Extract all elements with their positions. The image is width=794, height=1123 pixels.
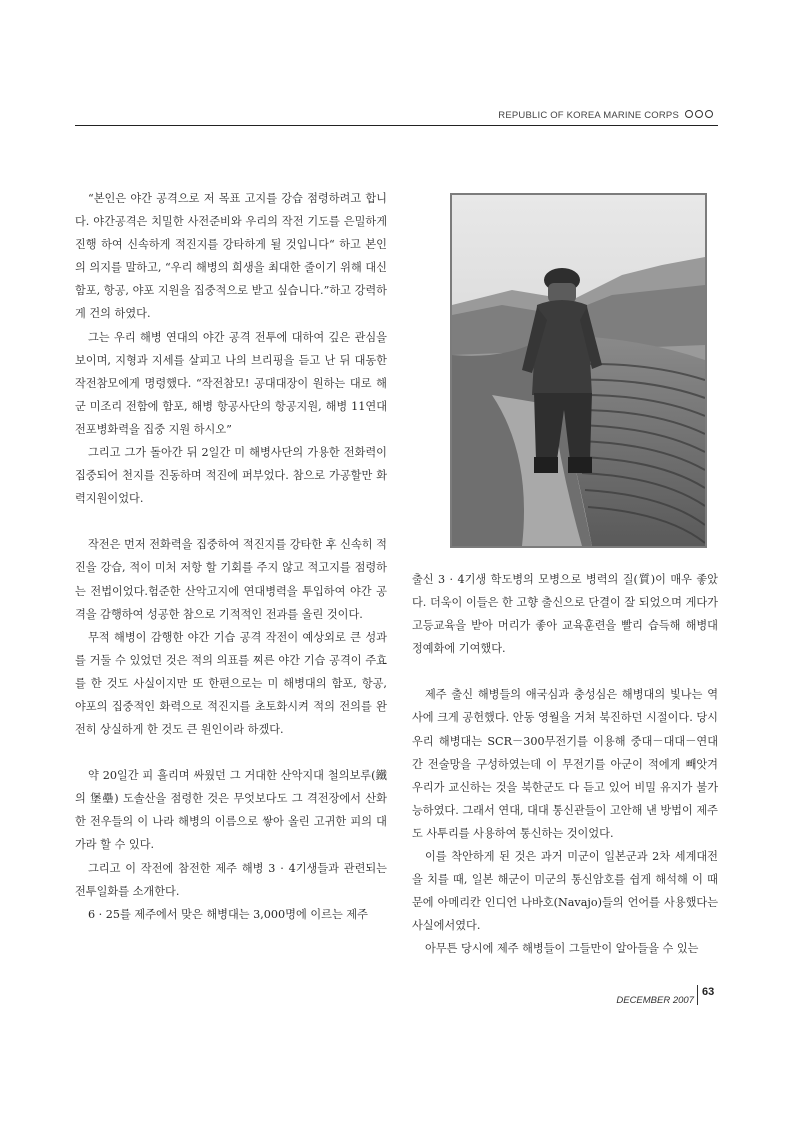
paragraph: 이를 착안하게 된 것은 과거 미군이 일본군과 2차 세계대전을 치를 때, 일본 해군이 미군의 통신암호를 쉽게 해석해 이 때문에 아메리칸 인디언 나바호(Navajo)들의 언어를 사용했다는 사실에서였다. <box>412 850 718 933</box>
paragraph: 그는 우리 해병 연대의 야간 공격 전투에 대하여 깊은 관심을 보이며, 지형과 지세를 살피고 나의 브리핑을 듣고 난 뒤 대동한 작전참모에게 명령했다. “작전참모! 공대대장이 원하는 대로 해군 미조리 전함에 함포, 해병 항공사단의 항공지원, 해병 11연대 전포병화력을 집중 지원 하시오” <box>75 330 387 436</box>
circle-icon <box>685 110 693 118</box>
paragraph: 제주 출신 해병들의 애국심과 충성심은 해병대의 빛나는 역사에 크게 공헌했다. 안동 영월을 거쳐 북진하던 시절이다. 당시 우리 해병대는 SCR－300무전기를 이용해 중대－대대－연대간 전술망을 구성하였는데 이 무전기를 아군이 적에게 빼앗겨 우리가 교신하는 것을 북한군도 다 듣고 있어 비밀 유지가 불가능하였다. 그래서 연대, 대대 통신관들이 고안해 낸 방법이 제주도 사투리를 사용하여 통신하는 것이었다. <box>412 688 718 840</box>
magazine-title: REPUBLIC OF KOREA MARINE CORPS <box>498 110 679 121</box>
soldier-photo <box>450 193 707 548</box>
paragraph: 약 20일간 피 흘리며 싸웠던 그 거대한 산악지대 철의보루(鐵의 堡壘) 도솔산을 점령한 것은 무엇보다도 그 격전장에서 산화한 전우들의 이 나라 해병의 이름으로 쌓아 올린 고귀한 피의 대가라 할 수 있다. <box>75 769 387 852</box>
circle-ornament-icon <box>685 110 713 118</box>
paragraph: 6 · 25를 제주에서 맞은 해병대는 3,000명에 이르는 제주 <box>88 907 368 921</box>
circle-icon <box>705 110 713 118</box>
paragraph: 출신 3 · 4기생 학도병의 모병으로 병력의 질(質)이 매우 좋았다. 더욱이 이들은 한 고향 출신으로 단결이 잘 되었으며 게다가 고등교육을 받아 머리가 좋아 교육훈련을 빨리 습득해 해병대 정예화에 기여했다. <box>412 573 718 656</box>
paragraph: 그리고 이 작전에 참전한 제주 해병 3 · 4기생들과 관련되는 전투일화를 소개한다. <box>75 861 387 898</box>
page-number: 63 <box>702 986 715 998</box>
issue-date: DECEMBER 2007 <box>616 995 694 1006</box>
paragraph: 그리고 그가 돌아간 뒤 2일간 미 해병사단의 가용한 전화력이 집중되어 천지를 진동하며 적진에 퍼부었다. 참으로 가공할만 화력지원이었다. <box>75 446 387 506</box>
paragraph: “본인은 야간 공격으로 저 목표 고지를 강습 점령하려고 합니다. 야간공격은 치밀한 사전준비와 우리의 작전 기도를 은밀하게 진행 하여 신속하게 적진지를 강타하게 될 것입니다“ 하고 본인의 의지를 말하고, “우리 해병의 희생을 최대한 줄이기 위해 대신 함포, 항공, 야포 지원을 집중적으로 받고 싶습니다.”하고 강력하게 건의 하였다. <box>75 192 387 321</box>
paragraph: 작전은 먼저 전화력을 집중하여 적진지를 강타한 후 신속히 적진을 강습, 적이 미처 저항 할 기회를 주지 않고 적고지를 점령하는 전법이었다.험준한 산악고지에 연대병력을 투입하여 야간 공격을 감행하여 성공한 참으로 기적적인 전과를 올린 것이다. <box>75 538 387 621</box>
footer-divider <box>697 985 698 1005</box>
header-divider <box>75 125 718 126</box>
photo-image <box>452 195 705 546</box>
paragraph: 무적 해병이 감행한 야간 기습 공격 작전이 예상외로 큰 성과를 거둘 수 있었던 것은 적의 의표를 찌른 야간 기습 공격이 주효를 한 것도 사실이지만 또 한편으로는 미 해병대의 함포, 항공, 야포의 집중적인 화력으로 적진지를 초토화시켜 적의 전의를 완전히 상실하게 한 것도 큰 원인이라 하겠다. <box>75 630 387 737</box>
right-text-column <box>412 568 718 961</box>
circle-icon <box>695 110 703 118</box>
paragraph: 아무튼 당시에 제주 해병들이 그들만이 알아들을 수 있는 <box>425 942 699 956</box>
left-text-column <box>75 187 387 926</box>
